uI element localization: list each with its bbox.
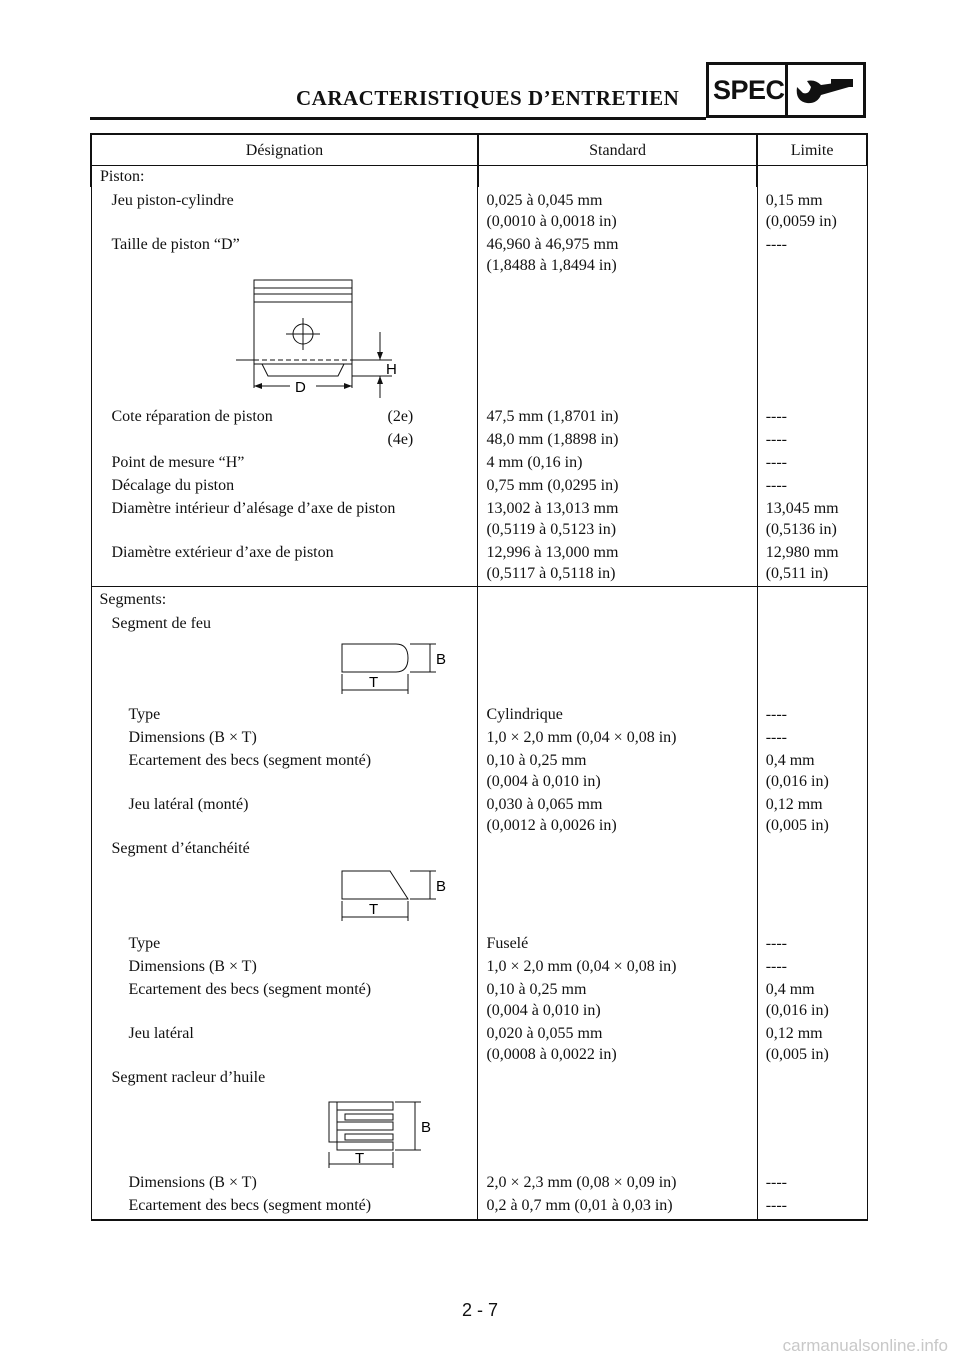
table-row — [91, 933, 867, 954]
table-row — [91, 610, 867, 634]
row-label: Dimensions (B × T) — [91, 954, 478, 977]
limit-value-in: (0,511 in) — [765, 565, 829, 582]
table-row — [91, 427, 867, 450]
limit-value-in: (0,016 in) — [765, 773, 829, 790]
table-row — [91, 450, 867, 473]
page-header — [90, 62, 868, 122]
standard-value: 0,10 à 0,25 mm — [486, 752, 587, 769]
limit-value: 0,15 mm — [765, 192, 823, 209]
standard-value-in: (0,004 à 0,010 in) — [486, 1002, 601, 1019]
standard-value: 1,0 × 2,0 mm (0,04 × 0,08 in) — [478, 725, 757, 748]
row-label: Dimensions (B × T) — [91, 725, 478, 748]
row-label: Ecartement des becs (segment monté) — [91, 1193, 478, 1220]
header-rule — [90, 117, 706, 120]
section-heading-piston: Piston: — [91, 166, 478, 188]
ring-name: Segment d’étanchéité — [91, 836, 478, 859]
limit-value: 13,045 mm — [765, 500, 839, 517]
row-label: Ecartement des becs (segment monté) — [91, 977, 478, 1021]
limit-value: ---- — [757, 450, 867, 473]
oversize-tag: (4e) — [387, 431, 414, 448]
oil-ring-figure-cell — [91, 1088, 478, 1168]
table-row — [91, 1021, 867, 1065]
table-row — [91, 232, 867, 276]
wrench-icon — [791, 73, 861, 113]
standard-value: 46,960 à 46,975 mm — [486, 236, 619, 253]
limit-value-in: (0,005 in) — [765, 817, 829, 834]
table-row — [91, 187, 867, 232]
column-header-standard: Standard — [478, 134, 757, 166]
table-row — [91, 1168, 867, 1193]
row-label: Cote réparation de piston — [111, 408, 273, 425]
section-heading-rings: Segments: — [91, 587, 478, 611]
h-label: H — [385, 361, 397, 378]
standard-value-in: (1,8488 à 1,8494 in) — [486, 257, 617, 274]
limit-value: ---- — [757, 954, 867, 977]
standard-value-in: (0,0012 à 0,0026 in) — [486, 817, 617, 834]
piston-diagram — [222, 276, 422, 406]
table-row — [91, 704, 867, 725]
limit-value: 12,980 mm — [765, 544, 839, 561]
limit-value: ---- — [757, 427, 867, 450]
column-header-limit: Limite — [757, 134, 867, 166]
row-label: Diamètre intérieur d’alésage d’axe de piston — [91, 496, 478, 540]
limit-value-in: (0,5136 in) — [765, 521, 837, 538]
limit-value: ---- — [757, 1168, 867, 1193]
second-ring-diagram — [332, 859, 482, 933]
table-row — [91, 587, 867, 611]
table-row — [91, 540, 867, 587]
table-row — [91, 748, 867, 792]
limit-value: 0,4 mm — [765, 752, 815, 769]
limit-value: 0,12 mm — [765, 1025, 823, 1042]
table-row — [91, 1193, 867, 1220]
standard-value: 12,996 à 13,000 mm — [486, 544, 619, 561]
table-row — [91, 836, 867, 859]
page-title: CARACTERISTIQUES D’ENTRETIEN — [296, 86, 680, 110]
standard-value: 0,75 mm (0,0295 in) — [478, 473, 757, 496]
limit-value: 0,4 mm — [765, 981, 815, 998]
standard-value: 47,5 mm (1,8701 in) — [478, 406, 757, 427]
table-row — [91, 725, 867, 748]
spec-badge-label: SPEC — [713, 75, 785, 105]
top-ring-figure-cell — [91, 634, 478, 704]
standard-value-in: (0,5117 à 0,5118 in) — [486, 565, 616, 582]
oil-ring-diagram — [317, 1088, 467, 1168]
limit-value: 0,12 mm — [765, 796, 823, 813]
row-label: Jeu latéral (monté) — [91, 792, 478, 836]
t-label: T — [368, 901, 378, 918]
table-row — [91, 473, 867, 496]
badge-separator — [785, 65, 788, 115]
table-row — [91, 634, 867, 704]
table-row — [91, 792, 867, 836]
spec-table — [90, 133, 868, 1221]
standard-value-in: (0,004 à 0,010 in) — [486, 773, 601, 790]
row-label: Point de mesure “H” — [91, 450, 478, 473]
standard-value-in: (0,0010 à 0,0018 in) — [486, 213, 617, 230]
standard-value: Fuselé — [478, 933, 757, 954]
standard-value: 0,020 à 0,055 mm — [486, 1025, 603, 1042]
limit-value: ---- — [757, 232, 867, 276]
standard-value-in: (0,0008 à 0,0022 in) — [486, 1046, 617, 1063]
standard-value: 0,025 à 0,045 mm — [486, 192, 603, 209]
limit-value: ---- — [757, 406, 867, 427]
limit-value: ---- — [757, 1193, 867, 1220]
row-label: Jeu latéral — [91, 1021, 478, 1065]
spec-badge — [706, 62, 866, 118]
page-number: 2 - 7 — [461, 1300, 499, 1320]
table-row — [91, 496, 867, 540]
t-label: T — [354, 1150, 364, 1167]
row-label: Jeu piston-cylindre — [91, 187, 478, 232]
t-label: T — [368, 674, 378, 691]
d-label: D — [294, 379, 306, 396]
standard-value: 0,030 à 0,065 mm — [486, 796, 603, 813]
table-row — [91, 954, 867, 977]
limit-value: ---- — [757, 704, 867, 725]
table-row — [91, 276, 867, 406]
row-label: Type — [91, 933, 478, 954]
row-label: Taille de piston “D” — [91, 232, 478, 276]
standard-value: 0,10 à 0,25 mm — [486, 981, 587, 998]
standard-value: 13,002 à 13,013 mm — [486, 500, 619, 517]
table-row — [91, 166, 867, 188]
table-row — [91, 977, 867, 1021]
table-row — [91, 859, 867, 933]
watermark-site: carmanualsonline.info — [782, 1336, 948, 1355]
limit-value: ---- — [757, 933, 867, 954]
b-label: B — [435, 651, 446, 668]
row-label: Dimensions (B × T) — [91, 1168, 478, 1193]
second-ring-figure-cell — [91, 859, 478, 933]
limit-value: ---- — [757, 473, 867, 496]
limit-value: ---- — [757, 725, 867, 748]
limit-value-in: (0,005 in) — [765, 1046, 829, 1063]
row-label: Type — [91, 704, 478, 725]
column-header-designation: Désignation — [91, 134, 478, 166]
limit-value-in: (0,016 in) — [765, 1002, 829, 1019]
row-label: Ecartement des becs (segment monté) — [91, 748, 478, 792]
standard-value: 2,0 × 2,3 mm (0,08 × 0,09 in) — [478, 1168, 757, 1193]
standard-value: 0,2 à 0,7 mm (0,01 à 0,03 in) — [478, 1193, 757, 1220]
b-label: B — [420, 1119, 431, 1136]
standard-value: 48,0 mm (1,8898 in) — [478, 427, 757, 450]
standard-value: Cylindrique — [478, 704, 757, 725]
ring-name: Segment de feu — [91, 610, 478, 634]
table-header-row — [91, 134, 867, 166]
table-row — [91, 406, 867, 427]
limit-value-in: (0,0059 in) — [765, 213, 837, 230]
row-label: Décalage du piston — [91, 473, 478, 496]
standard-value: 4 mm (0,16 in) — [478, 450, 757, 473]
ring-name: Segment racleur d’huile — [91, 1065, 478, 1088]
standard-value-in: (0,5119 à 0,5123 in) — [486, 521, 617, 538]
table-row — [91, 1088, 867, 1168]
table-row — [91, 1065, 867, 1088]
top-ring-diagram — [332, 634, 482, 704]
b-label: B — [435, 878, 446, 895]
standard-value: 1,0 × 2,0 mm (0,04 × 0,08 in) — [478, 954, 757, 977]
piston-figure-cell — [91, 276, 478, 406]
oversize-tag: (2e) — [387, 408, 414, 425]
row-label: Diamètre extérieur d’axe de piston — [91, 540, 478, 587]
